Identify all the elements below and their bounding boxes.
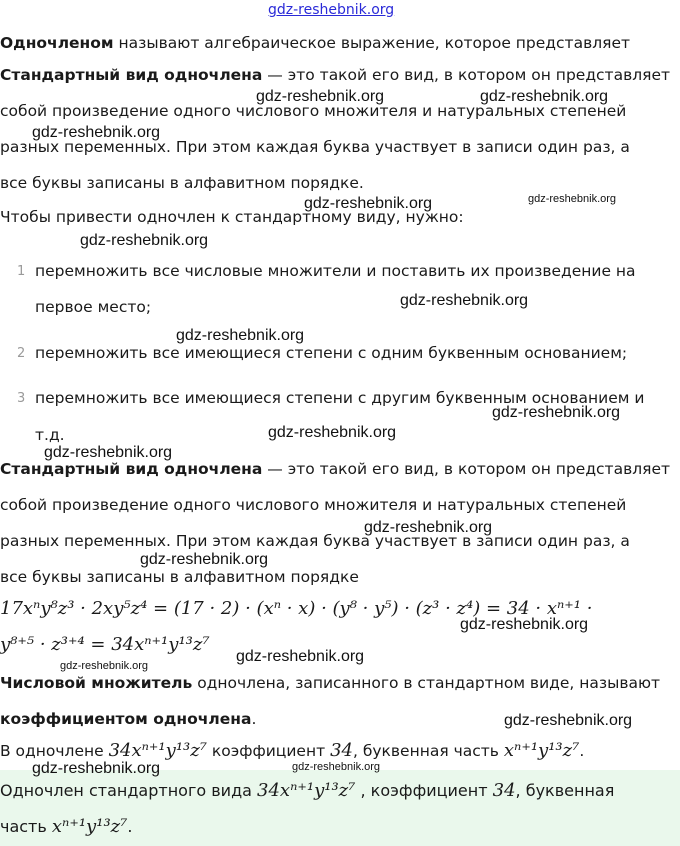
- letter-part: xⁿ⁺¹y¹³z⁷: [503, 740, 580, 761]
- watermark: gdz-reshebnik.org: [504, 712, 633, 729]
- watermark: gdz-reshebnik.org: [364, 519, 493, 536]
- watermark: gdz-reshebnik.org: [480, 88, 609, 105]
- term-monomial: Одночленом: [0, 34, 114, 52]
- step-3-line2: т.д.: [35, 426, 65, 444]
- text: часть: [0, 817, 52, 836]
- watermark: gdz-reshebnik.org: [60, 660, 149, 672]
- coef-def-line2: [0, 710, 256, 728]
- text: — это такой его вид, в котором он представляет: [262, 66, 671, 84]
- def2-line3: разных переменных. При этом каждая буква участвует в записи один раз, а: [0, 532, 630, 550]
- text: .: [251, 710, 257, 728]
- def1-line4: все буквы записаны в алфавитном порядке.: [0, 174, 364, 192]
- source-link[interactable]: gdz-reshebnik.org: [268, 2, 395, 18]
- watermark: gdz-reshebnik.org: [304, 195, 433, 212]
- term-numeric-factor: Числовой множитель: [0, 674, 193, 692]
- watermark: gdz-reshebnik.org: [256, 88, 385, 105]
- watermark: gdz-reshebnik.org: [268, 424, 397, 441]
- step-3-line1: перемножить все имеющиеся степени с другим буквенным основанием и: [35, 389, 645, 407]
- paragraph-monomial-def: [0, 34, 630, 52]
- step-1-line1: перемножить все числовые множители и поставить их произведение на: [35, 262, 636, 280]
- text: — это такой его вид, в котором он представляет: [262, 460, 671, 478]
- coefficient: 34: [492, 780, 516, 801]
- step-number: 1: [17, 264, 26, 279]
- text: одночлена, записанного в стандартном виде, называют: [192, 674, 661, 692]
- watermark: gdz-reshebnik.org: [32, 124, 161, 141]
- watermark: gdz-reshebnik.org: [44, 444, 173, 461]
- text: .: [127, 817, 133, 836]
- watermark: gdz-reshebnik.org: [528, 193, 617, 205]
- watermark: gdz-reshebnik.org: [140, 551, 269, 568]
- text: Одночлен стандартного вида: [0, 781, 258, 800]
- summary-line1: [0, 780, 614, 801]
- watermark: gdz-reshebnik.org: [32, 760, 161, 777]
- step-2-line1: перемножить все имеющиеся степени с одним буквенным основанием;: [35, 344, 628, 362]
- text: В одночлене: [0, 742, 109, 760]
- coefficient: 34: [330, 740, 353, 761]
- summary-line2: [0, 816, 132, 837]
- def1-line3: разных переменных. При этом каждая буква участвует в записи один раз, а: [0, 138, 630, 156]
- step-number: 2: [17, 346, 26, 361]
- term-standard-form: Стандартный вид одночлена: [0, 460, 263, 478]
- term-standard-form: Стандартный вид одночлена: [0, 66, 263, 84]
- watermark: gdz-reshebnik.org: [80, 232, 209, 249]
- text: .: [579, 742, 585, 760]
- term-coefficient: коэффициентом одночлена: [0, 710, 252, 728]
- def2-line1: [0, 460, 670, 478]
- letter-part: xⁿ⁺¹y¹³z⁷: [51, 816, 128, 837]
- text: , коэффициент: [355, 781, 493, 800]
- text: , буквенная: [515, 781, 615, 800]
- monomial: 34xⁿ⁺¹y¹³z⁷: [108, 740, 207, 761]
- def2-line2: собой произведение одного числового множителя и натуральных степеней: [0, 496, 627, 514]
- monomial: 34xⁿ⁺¹y¹³z⁷: [257, 780, 356, 801]
- formula-line2: y⁸⁺⁵ · z³⁺⁴ = 34xⁿ⁺¹y¹³z⁷: [0, 634, 210, 655]
- watermark: gdz-reshebnik.org: [292, 761, 381, 773]
- formula-line1: 17xⁿy⁸z³ · 2xy⁵z⁴ = (17 · 2) · (xⁿ · x) · (y⁸ · y⁵) · (z³ · z⁴) = 34 · xⁿ⁺¹ ·: [0, 598, 593, 619]
- def2-line4: все буквы записаны в алфавитном порядке: [0, 568, 359, 586]
- def1-line1: [0, 66, 670, 84]
- step-1-line2: первое место;: [35, 298, 152, 316]
- text: , буквенная часть: [352, 742, 504, 760]
- text: коэффициент: [206, 742, 331, 760]
- text: называют алгебраическое выражение, которое представляет: [113, 34, 631, 52]
- def1-line2: собой произведение одного числового множителя и натуральных степеней: [0, 102, 627, 120]
- watermark: gdz-reshebnik.org: [236, 648, 365, 665]
- example-line: [0, 740, 584, 761]
- watermark: gdz-reshebnik.org: [176, 327, 305, 344]
- watermark: gdz-reshebnik.org: [460, 616, 589, 633]
- watermark: gdz-reshebnik.org: [400, 292, 529, 309]
- watermark: gdz-reshebnik.org: [492, 404, 621, 421]
- howto-text: Чтобы привести одночлен к стандартному виду, нужно:: [0, 208, 464, 226]
- coef-def-line1: [0, 674, 660, 692]
- step-number: 3: [17, 391, 26, 406]
